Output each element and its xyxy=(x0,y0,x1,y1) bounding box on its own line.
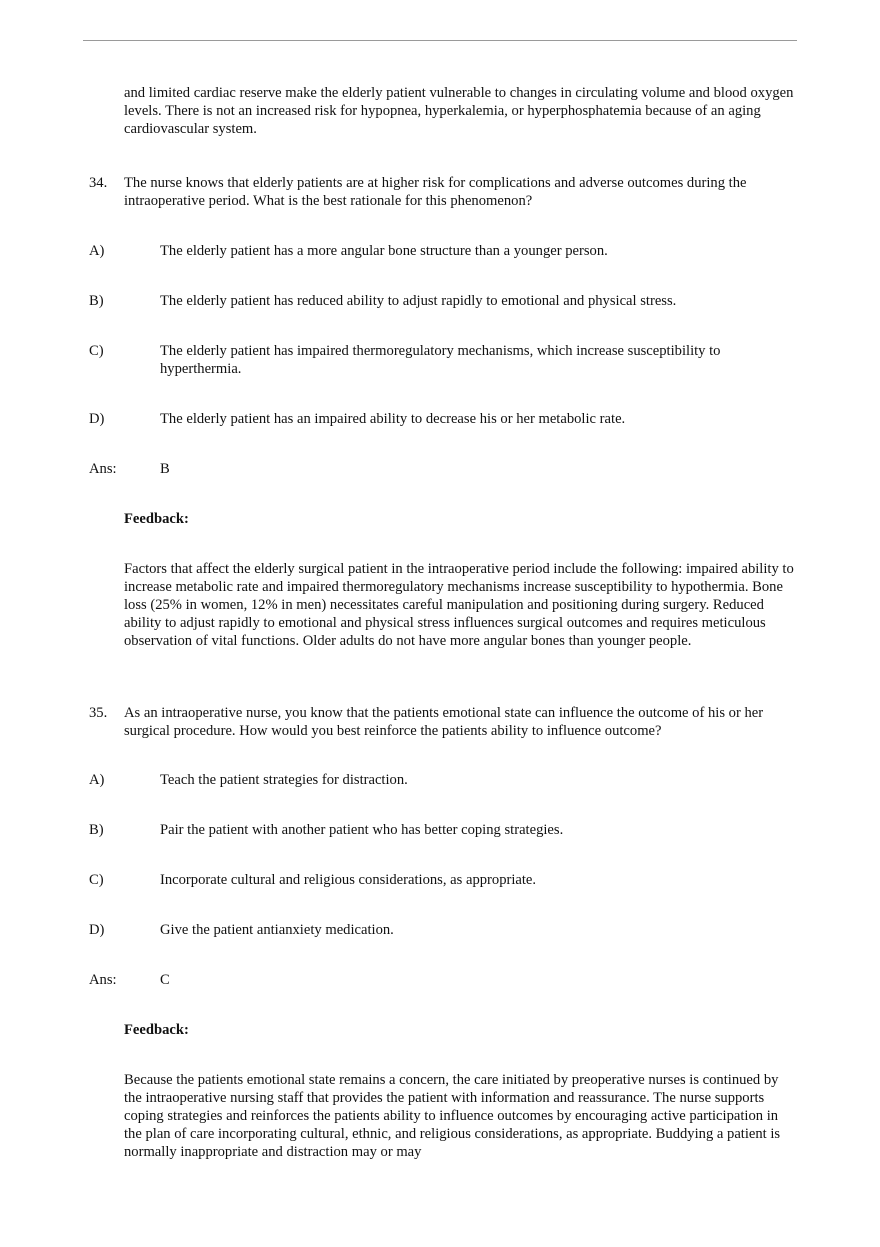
question-35-answer: C xyxy=(160,972,170,988)
question-35-option-c-letter: C) xyxy=(89,872,104,888)
question-35-feedback: Because the patients emotional state remains a concern, the care initiated by preoperative nurses is continued by the intraoperative nursing staff that provides the patient with information and reassurance. The nurse supports coping strategies and reinforces the patients ability to influence outcomes by encouraging active participation in the plan of care incorporating cultural, ethnic, and religious considerations, as appropriate. Buddying a patient is normally inappropriate and distraction may or may xyxy=(124,1072,781,1160)
question-35-option-d-letter: D) xyxy=(89,922,105,938)
question-34-option-c-text: The elderly patient has impaired thermoregulatory mechanisms, which increase susceptibility to hyperthermia. xyxy=(160,343,721,377)
question-34-option-c-letter: C) xyxy=(89,343,104,359)
question-34-answer-label: Ans: xyxy=(89,461,117,477)
question-35-stem: As an intraoperative nurse, you know that the patients emotional state can influence the outcome of his or her surgical procedure. How would you best reinforce the patients ability to influence outcome? xyxy=(124,705,764,739)
previous-feedback-continuation: and limited cardiac reserve make the elderly patient vulnerable to changes in circulating volume and blood oxygen levels. There is not an increased risk for hypopnea, hyperkalemia, or hyperphosphatemia because of an aging cardiovascular system. xyxy=(124,85,794,137)
question-34-feedback: Factors that affect the elderly surgical patient in the intraoperative period include the following: impaired ability to increase metabolic rate and impaired thermoregulatory mechanisms increase susceptibility to hypothermia. Bone loss (25% in women, 12% in men) necessitates careful manipulation and positioning during surgery. Reduced ability to adjust rapidly to emotional and physical stress influences surgical outcomes and requires meticulous observation of vital functions. Older adults do not have more angular bones than younger people. xyxy=(124,561,794,649)
question-34-stem: The nurse knows that elderly patients are at higher risk for complications and adverse outcomes during the intraoperative period. What is the best rationale for this phenomenon? xyxy=(124,175,747,209)
question-35-option-d-text: Give the patient antianxiety medication. xyxy=(160,922,394,938)
question-34-feedback-label: Feedback: xyxy=(124,511,189,527)
question-35-option-c-text: Incorporate cultural and religious considerations, as appropriate. xyxy=(160,872,537,888)
question-34-number: 34. xyxy=(89,175,108,191)
question-34-option-d-text: The elderly patient has an impaired ability to decrease his or her metabolic rate. xyxy=(160,411,626,427)
question-34-answer: B xyxy=(160,461,170,477)
question-34-option-d-letter: D) xyxy=(89,411,105,427)
question-35-answer-label: Ans: xyxy=(89,972,117,988)
question-34-option-a-text: The elderly patient has a more angular bone structure than a younger person. xyxy=(160,243,608,259)
question-35-option-a-letter: A) xyxy=(89,772,105,788)
question-34-option-b-letter: B) xyxy=(89,293,104,309)
question-35-number: 35. xyxy=(89,705,108,721)
question-35-option-b-text: Pair the patient with another patient who has better coping strategies. xyxy=(160,822,564,838)
question-35-option-a-text: Teach the patient strategies for distraction. xyxy=(160,772,408,788)
question-34-option-b-text: The elderly patient has reduced ability to adjust rapidly to emotional and physical stress. xyxy=(160,293,677,309)
question-35-feedback-label: Feedback: xyxy=(124,1022,189,1038)
question-35-option-b-letter: B) xyxy=(89,822,104,838)
question-34-option-a-letter: A) xyxy=(89,243,105,259)
header-rule xyxy=(83,40,797,41)
